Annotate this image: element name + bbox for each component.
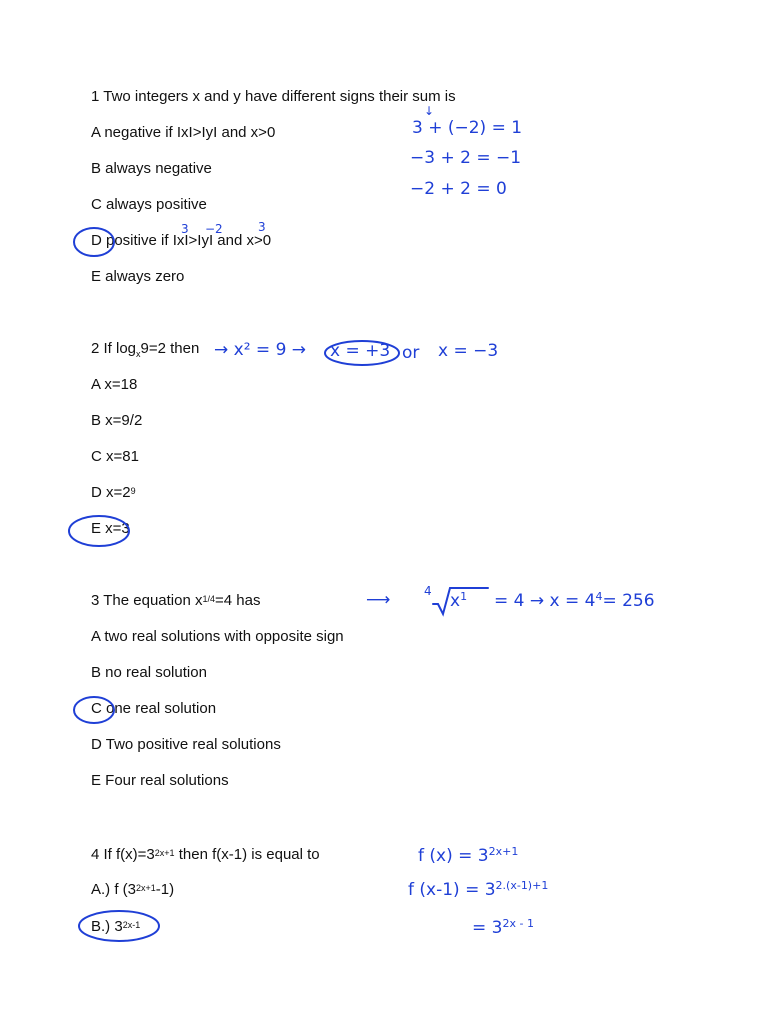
q2-option-e: E x=3: [91, 520, 130, 537]
q3-option-e: E Four real solutions: [91, 772, 229, 789]
q3-question: [91, 592, 260, 610]
q3-note-result-post: = 256: [602, 591, 655, 611]
q1-note-line3: −2 + 2 = 0: [410, 179, 507, 199]
q4-option-b: [91, 918, 140, 936]
q4-question-post: then f(x-1) is equal to: [174, 846, 320, 863]
q1-option-c: C always positive: [91, 196, 207, 213]
q3-option-a: A two real solutions with opposite sign: [91, 628, 344, 645]
q2-option-d-text: D x=2: [91, 484, 131, 501]
q4-option-a-pre: A.) f (3: [91, 881, 137, 898]
q4-option-b-sup: 2x-1: [122, 920, 141, 930]
q4-option-a: [91, 881, 174, 899]
q2-option-a: A x=18: [91, 376, 138, 393]
q1-option-d: D positive if IxI>IyI and x>0: [91, 232, 272, 249]
q4-note-line1-sup: 2x+1: [488, 845, 519, 858]
q4-note-line2-sup: 2.(x-1)+1: [495, 879, 549, 892]
q3-note-arrow: ⟶: [366, 590, 391, 610]
q2-note-step1: → x² = 9 →: [214, 340, 307, 360]
q1-option-e: E always zero: [91, 268, 185, 285]
q2-option-b: B x=9/2: [91, 412, 143, 429]
q3-note-radicand-base: x: [450, 591, 461, 611]
q3-question-sup: 1/4: [202, 594, 215, 604]
q1-note-arrow: ↓: [424, 104, 435, 118]
q4-note-line1-pre: f (x) = 3: [418, 846, 489, 866]
q3-note-radicand: [450, 591, 467, 611]
q1-option-b: B always negative: [91, 160, 212, 177]
q4-question-pre: 4 If f(x)=3: [91, 846, 155, 863]
q2-note-step3: or: [402, 343, 420, 363]
q3-option-b: B no real solution: [91, 664, 207, 681]
q3-option-d: D Two positive real solutions: [91, 736, 281, 753]
q4-note-line3-sup: 2x - 1: [502, 917, 534, 930]
q4-question: [91, 846, 320, 864]
q3-question-post: =4 has: [215, 592, 261, 609]
q2-note-step4: x = −3: [438, 341, 499, 361]
q3-note-result-pre: = 4 → x = 4: [494, 591, 596, 611]
q1-question: 1 Two integers x and y have different signs their sum is: [91, 88, 456, 105]
q4-option-a-post: -1): [155, 881, 175, 898]
q4-note-line3: [472, 918, 534, 938]
q2-question-pre: 2 If log: [91, 340, 137, 357]
q3-note-result-exp: 4: [595, 590, 603, 603]
q4-note-line2-pre: f (x-1) = 3: [408, 880, 496, 900]
q4-note-line1: [418, 846, 518, 866]
q2-option-d: [91, 484, 136, 502]
q4-option-b-pre: B.) 3: [91, 918, 123, 935]
q3-note-result: [494, 591, 655, 611]
q2-option-c: C x=81: [91, 448, 139, 465]
q2-note-step2: x = +3: [330, 341, 391, 361]
q4-question-sup: 2x+1: [154, 848, 175, 858]
q2-option-d-sup: 9: [130, 486, 136, 496]
q4-note-line3-pre: = 3: [472, 918, 503, 938]
q1-note-line2: −3 + 2 = −1: [410, 148, 522, 168]
q4-option-a-sup: 2x+1: [136, 883, 156, 893]
q4-note-line2: [408, 880, 548, 900]
q3-note-radicand-exp: 1: [460, 590, 468, 603]
q2-question-sub: x: [136, 349, 141, 359]
q1-note-line1: 3 + (−2) = 1: [412, 118, 523, 138]
q2-question-post: 9=2 then: [140, 340, 200, 357]
q2-question: [91, 340, 199, 359]
q1-mark-c: 3: [258, 220, 266, 234]
q3-note-root-index: 4: [424, 584, 432, 598]
q1-mark-b: −2: [205, 222, 223, 236]
q3-option-c: C one real solution: [91, 700, 217, 717]
q3-question-pre: 3 The equation x: [91, 592, 203, 609]
q1-mark-a: 3: [181, 222, 189, 236]
q1-option-a: A negative if IxI>IyI and x>0: [91, 124, 276, 141]
